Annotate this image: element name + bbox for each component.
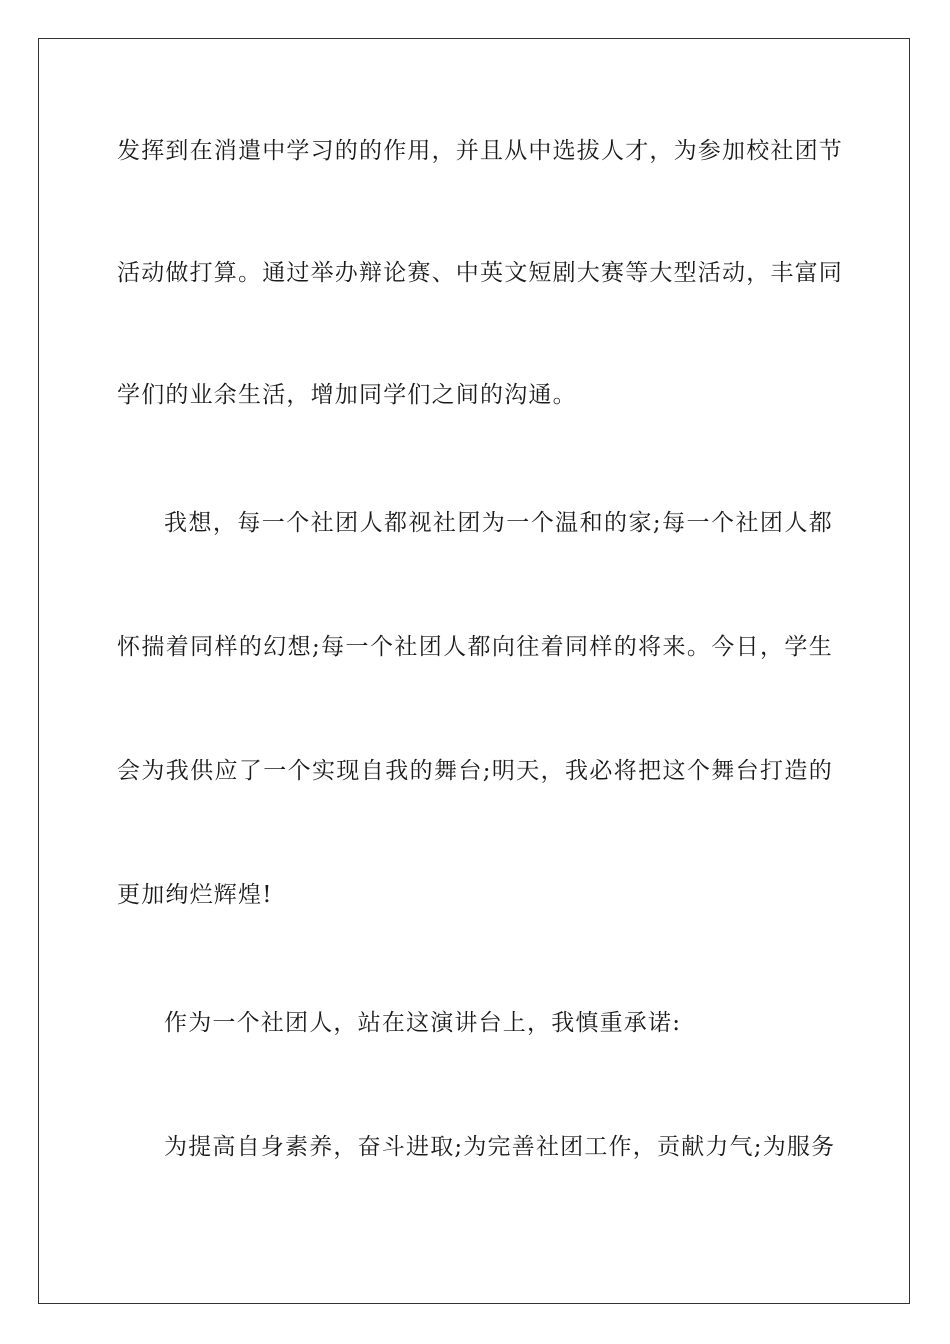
text-line-9: 为提高自身素养，奋斗进取;为完善社团工作，贡献力气;为服务 xyxy=(164,1134,836,1160)
text-line-3: 学们的业余生活，增加同学们之间的沟通。 xyxy=(117,382,577,408)
page-border xyxy=(38,38,910,1304)
text-line-4: 我想，每一个社团人都视社团为一个温和的家;每一个社团人都 xyxy=(164,510,833,536)
text-line-7: 更加绚烂辉煌! xyxy=(117,882,273,908)
text-line-1: 发挥到在消遣中学习的的作用，并且从中选拔人才，为参加校社团节 xyxy=(117,138,843,164)
text-line-6: 会为我供应了一个实现自我的舞台;明天，我必将把这个舞台打造的 xyxy=(117,758,833,784)
text-line-8: 作为一个社团人，站在这演讲台上，我慎重承诺: xyxy=(164,1010,682,1036)
text-line-5: 怀揣着同样的幻想;每一个社团人都向往着同样的将来。今日，学生 xyxy=(117,634,833,660)
text-line-2: 活动做打算。通过举办辩论赛、中英文短剧大赛等大型活动，丰富同 xyxy=(117,260,843,286)
